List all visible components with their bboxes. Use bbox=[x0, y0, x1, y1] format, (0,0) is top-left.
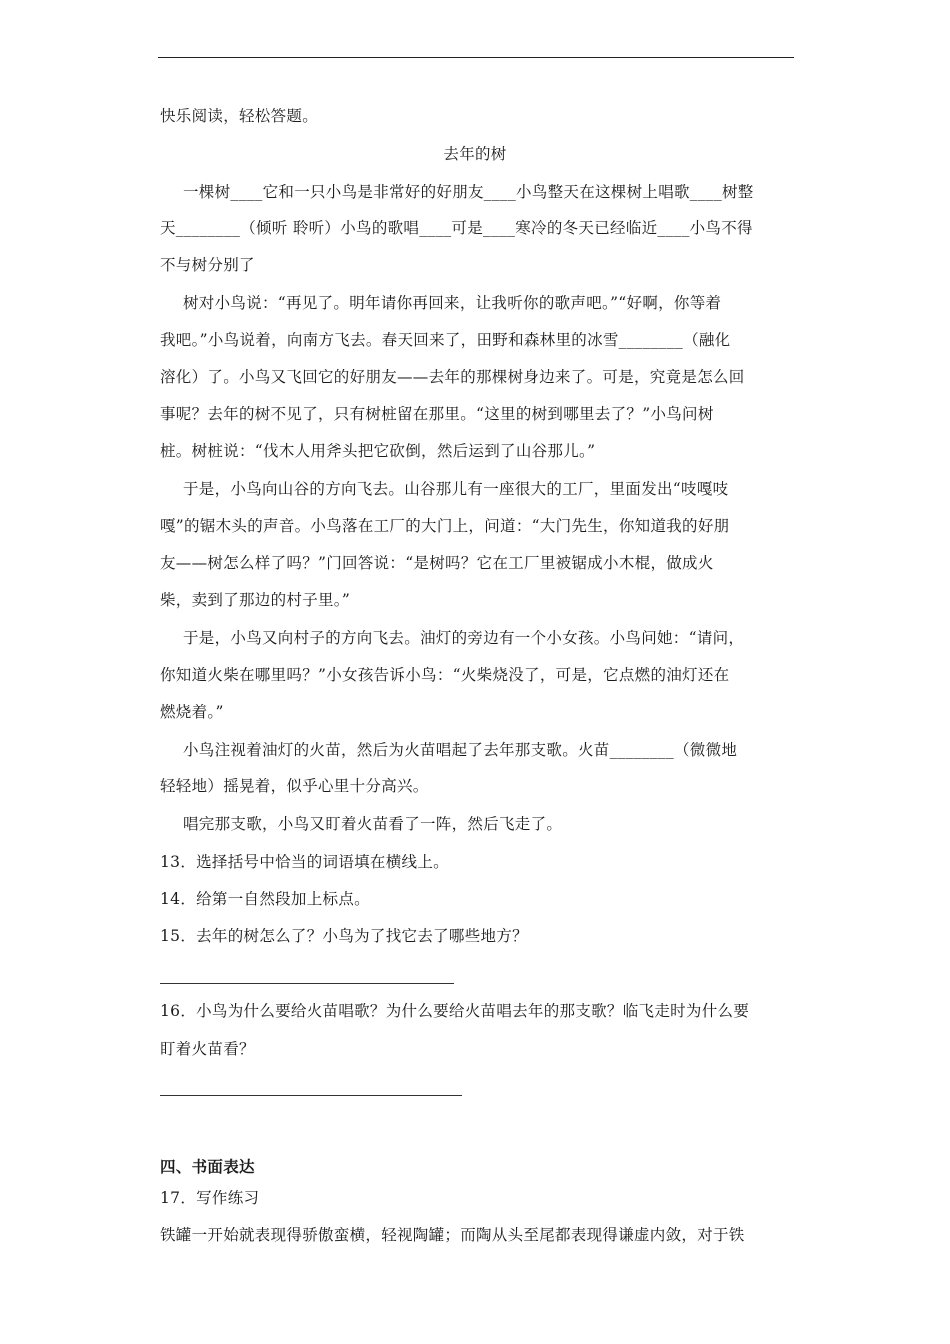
passage-line: 嘎”的锯木头的声音。小鸟落在工厂的大门上，问道：“大门先生，你知道我的好朋 bbox=[160, 517, 730, 535]
passage-line: 树对小鸟说：“再见了。明年请你再回来，让我听你的歌声吧。”“好啊，你等着 bbox=[183, 294, 722, 312]
question-15: 15．去年的树怎么了？小鸟为了找它去了哪些地方？ bbox=[160, 927, 528, 945]
writing-prompt: 铁罐一开始就表现得骄傲蛮横，轻视陶罐；而陶从头至尾都表现得谦虚内敛，对于铁 bbox=[160, 1226, 745, 1244]
passage-line: 天________（倾听 聆听）小鸟的歌唱____可是____寒冷的冬天已经临近____小鸟不得 bbox=[160, 219, 753, 237]
question-17: 17．写作练习 bbox=[160, 1189, 260, 1207]
question-16-cont: 盯着火苗看？ bbox=[160, 1040, 255, 1058]
passage-line: 于是，小鸟又向村子的方向飞去。油灯的旁边有一个小女孩。小鸟问她：“请问， bbox=[183, 629, 745, 647]
header-rule bbox=[158, 57, 794, 58]
passage-line: 事呢？去年的树不见了，只有树桩留在那里。“这里的树到哪里去了？”小鸟问树 bbox=[160, 405, 714, 423]
passage-line: 于是，小鸟向山谷的方向飞去。山谷那儿有一座很大的工厂，里面发出“吱嘎吱 bbox=[183, 480, 729, 498]
passage-line: 友——树怎么样了吗？”门回答说：“是树吗？它在工厂里被锯成小木棍，做成火 bbox=[160, 554, 714, 572]
passage-line: 桩。树桩说：“伐木人用斧头把它砍倒，然后运到了山谷那儿。” bbox=[160, 442, 596, 460]
passage-line: 不与树分别了 bbox=[160, 256, 255, 274]
passage-line: 你知道火柴在哪里吗？”小女孩告诉小鸟：“火柴烧没了，可是，它点燃的油灯还在 bbox=[160, 666, 730, 684]
passage-line: 我吧。”小鸟说着，向南方飞去。春天回来了，田野和森林里的冰雪________（融化 bbox=[160, 331, 731, 349]
passage-line: 溶化）了。小鸟又飞回它的好朋友——去年的那棵树身边来了。可是，究竟是怎么回 bbox=[160, 368, 745, 386]
passage-line: 燃烧着。” bbox=[160, 703, 224, 721]
passage-title: 去年的树 bbox=[443, 145, 507, 163]
passage-line: 轻轻地）摇晃着，似乎心里十分高兴。 bbox=[160, 777, 429, 795]
passage-line: 小鸟注视着油灯的火苗，然后为火苗唱起了去年那支歌。火苗________（微微地 bbox=[183, 741, 738, 759]
passage-line: 柴，卖到了那边的村子里。” bbox=[160, 591, 351, 609]
answer-line-16[interactable] bbox=[160, 1095, 462, 1096]
intro-text: 快乐阅读，轻松答题。 bbox=[160, 107, 319, 125]
passage-line: 一棵树____它和一只小鸟是非常好的好朋友____小鸟整天在这棵树上唱歌____树整 bbox=[183, 183, 754, 201]
answer-line-15[interactable] bbox=[160, 983, 454, 984]
passage-line: 唱完那支歌，小鸟又盯着火苗看了一阵，然后飞走了。 bbox=[183, 815, 563, 833]
question-13: 13．选择括号中恰当的词语填在横线上。 bbox=[160, 853, 449, 871]
question-14: 14．给第一自然段加上标点。 bbox=[160, 890, 370, 908]
question-16: 16．小鸟为什么要给火苗唱歌？为什么要给火苗唱去年的那支歌？临飞走时为什么要 bbox=[160, 1002, 750, 1020]
section-title: 四、书面表达 bbox=[160, 1158, 255, 1176]
